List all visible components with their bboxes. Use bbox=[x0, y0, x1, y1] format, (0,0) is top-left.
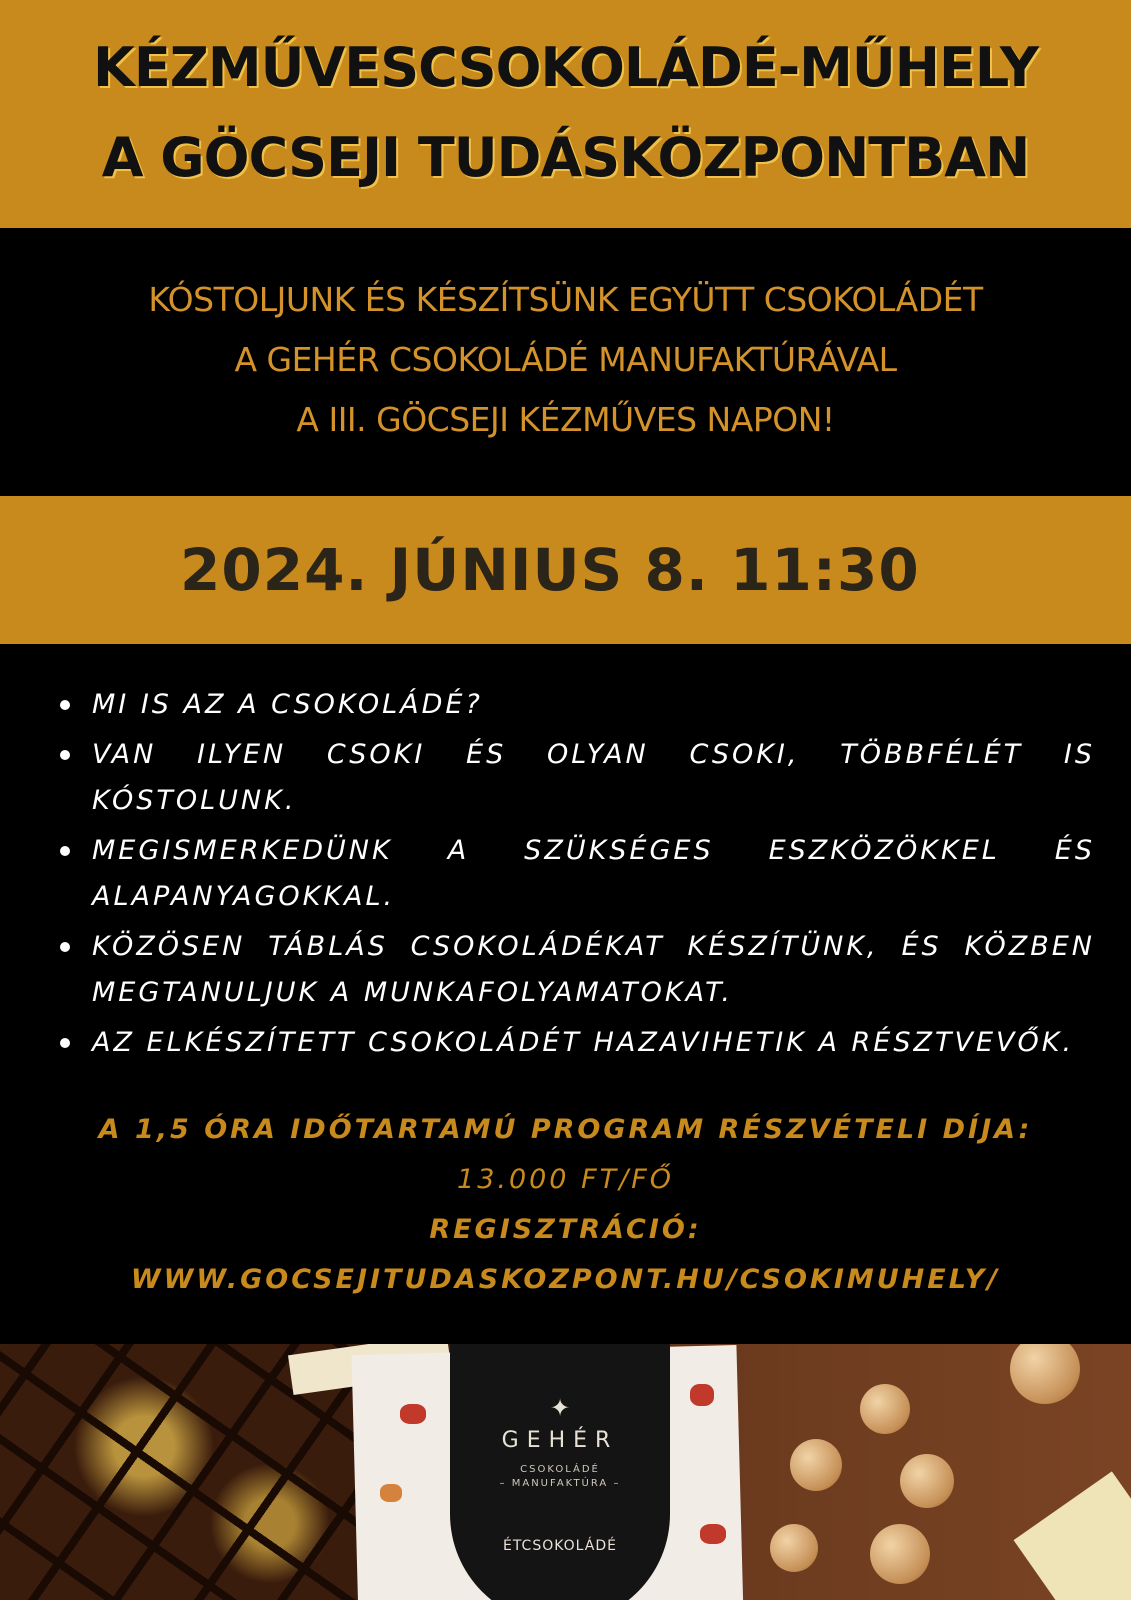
date-banner bbox=[0, 496, 1131, 644]
brand-subtitle-2: – MANUFAKTÚRA – bbox=[499, 1478, 621, 1489]
bullet-icon bbox=[60, 942, 70, 952]
white-chocolate-piece bbox=[1014, 1471, 1131, 1600]
brand-subtitle-1: CSOKOLÁDÉ bbox=[520, 1464, 600, 1475]
almond-icon bbox=[380, 1484, 402, 1502]
page-title-line-1: KÉZMŰVESCSOKOLÁDÉ-MŰHELY bbox=[93, 36, 1038, 99]
bullet-icon bbox=[60, 700, 70, 710]
bullet-icon bbox=[60, 750, 70, 760]
intro-line-1: KÓSTOLJUNK ÉS KÉSZÍTSÜNK EGYÜTT CSOKOLÁDÉT bbox=[148, 280, 983, 319]
hazelnut-icon bbox=[770, 1524, 818, 1572]
registration-link[interactable]: WWW.GOCSEJITUDASKOZPONT.HU/CSOKIMUHELY/ bbox=[130, 1264, 1001, 1295]
hazelnut-icon bbox=[860, 1384, 910, 1434]
intro-line-3: A III. GÖCSEJI KÉZMŰVES NAPON! bbox=[296, 400, 835, 439]
berry-icon bbox=[700, 1524, 726, 1544]
registration-label: REGISZTRÁCIÓ: bbox=[429, 1214, 702, 1245]
list-item: KÖZÖSEN TÁBLÁS CSOKOLÁDÉKAT KÉSZÍTÜNK, ÉS KÖZBEN MEGTANULJUK A MUNKAFOLYAMATOKAT. bbox=[60, 924, 1095, 1016]
fee-price: 13.000 FT/FŐ bbox=[457, 1164, 674, 1195]
berry-icon bbox=[400, 1404, 426, 1424]
program-list bbox=[60, 682, 1095, 1070]
list-item: VAN ILYEN CSOKI ÉS OLYAN CSOKI, TÖBBFÉLÉT IS KÓSTOLUNK. bbox=[60, 732, 1095, 824]
program-section bbox=[0, 644, 1131, 1344]
fee-label: A 1,5 ÓRA IDŐTARTAMÚ PROGRAM RÉSZVÉTELI DÍJA: bbox=[98, 1114, 1033, 1145]
list-item: AZ ELKÉSZÍTETT CSOKOLÁDÉT HAZAVIHETIK A RÉSZTVEVŐK. bbox=[60, 1020, 1095, 1066]
list-item: MI IS AZ A CSOKOLÁDÉ? bbox=[60, 682, 1095, 728]
bullet-icon bbox=[60, 1038, 70, 1048]
berry-icon bbox=[690, 1384, 714, 1406]
list-item: MEGISMERKEDÜNK A SZÜKSÉGES ESZKÖZÖKKEL ÉS ALAPANYAGOKKAL. bbox=[60, 828, 1095, 920]
chocolate-photo bbox=[0, 1344, 1131, 1600]
page-title-line-2: A GÖCSEJI TUDÁSKÖZPONTBAN bbox=[101, 126, 1030, 189]
product-name: ÉTCSOKOLÁDÉ bbox=[502, 1538, 618, 1554]
intro-line-2: A GEHÉR CSOKOLÁDÉ MANUFAKTÚRÁVAL bbox=[234, 340, 897, 379]
hazelnut-icon bbox=[900, 1454, 954, 1508]
intro-section bbox=[0, 228, 1131, 496]
bullet-icon bbox=[60, 846, 70, 856]
swan-logo-icon: ✦ bbox=[549, 1394, 571, 1422]
hazelnut-icon bbox=[790, 1439, 842, 1491]
header-banner bbox=[0, 0, 1131, 228]
event-datetime: 2024. JÚNIUS 8. 11:30 bbox=[180, 536, 920, 604]
brand-name: GEHÉR bbox=[501, 1428, 619, 1453]
hazelnut-icon bbox=[870, 1524, 930, 1584]
hazelnut-icon bbox=[1010, 1344, 1080, 1404]
